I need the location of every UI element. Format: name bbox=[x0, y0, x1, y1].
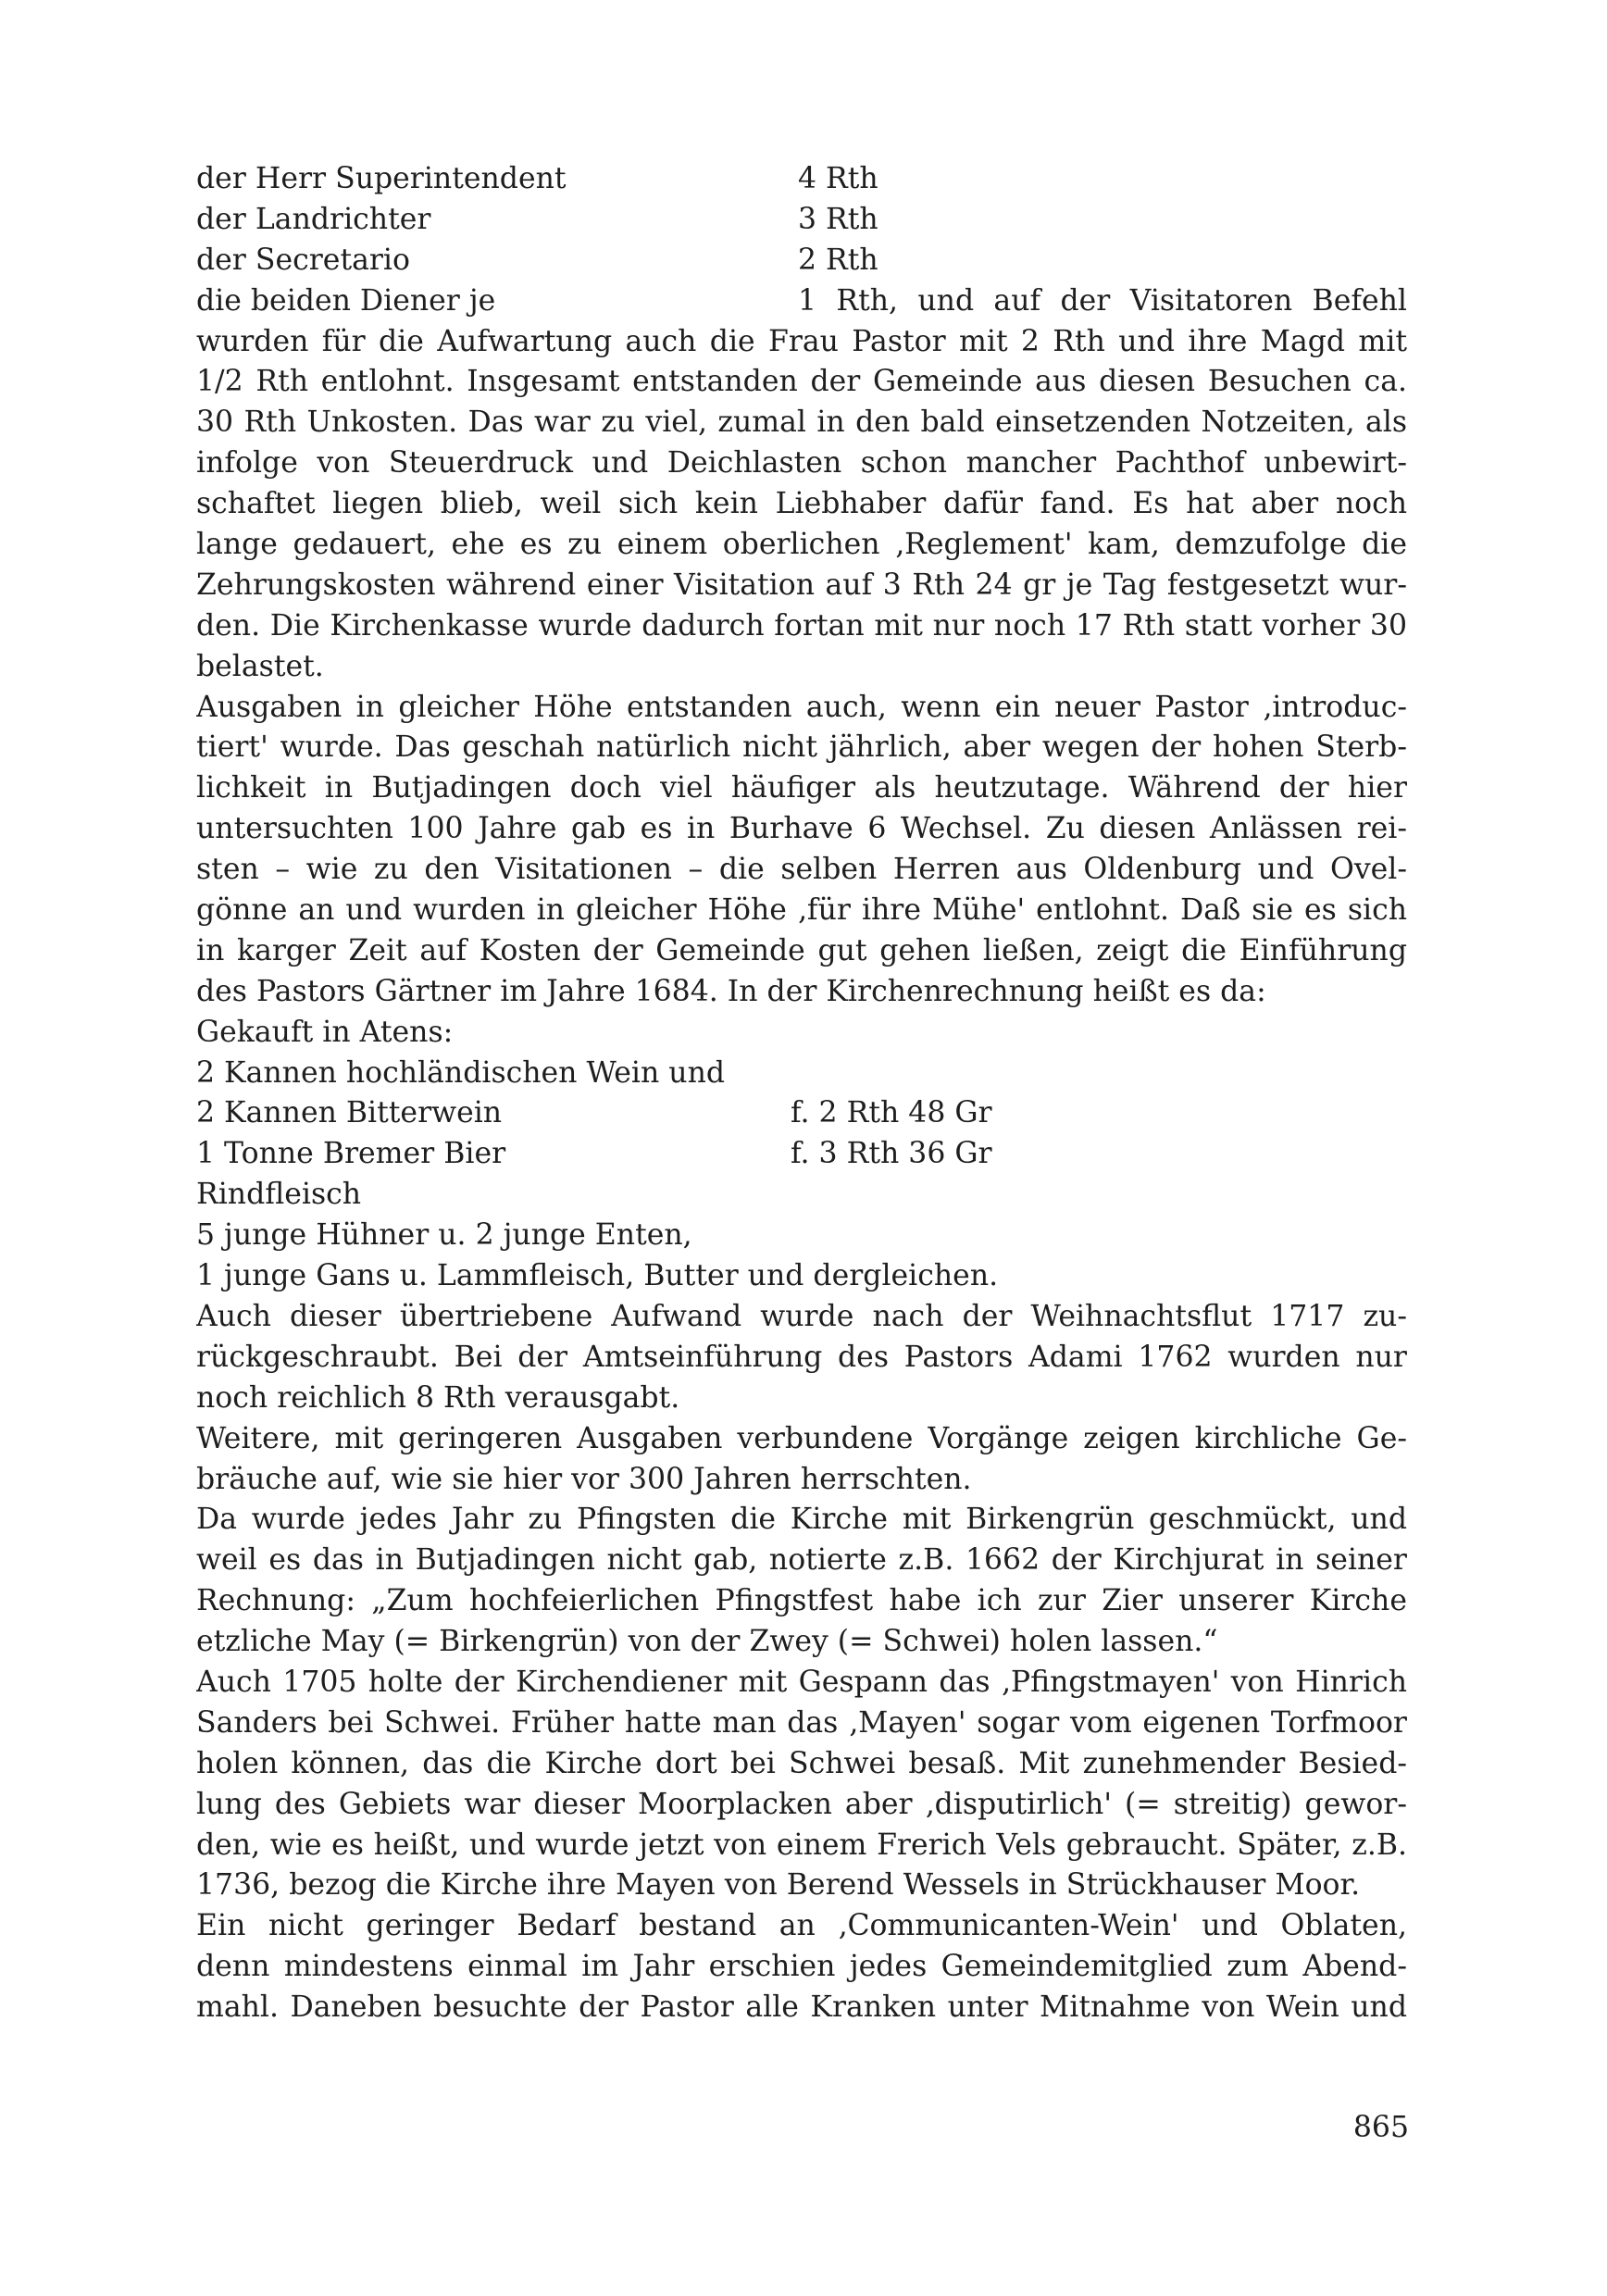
text-line: Auch dieser übertriebene Aufwand wurde nach der Weihnachtsflut 1717 zu- bbox=[196, 1299, 1407, 1333]
purchase-row bbox=[196, 1134, 1407, 1175]
purchase-row bbox=[196, 1054, 1407, 1094]
text-line: Ausgaben in gleicher Höhe entstanden auch, wenn ein neuer Pastor ‚introduc- bbox=[196, 690, 1407, 724]
text-line: denn mindestens einmal im Jahr erschien jedes Gemeindemitglied zum Abend- bbox=[196, 1950, 1407, 1984]
text-line: Da wurde jedes Jahr zu Pfingsten die Kirche mit Birkengrün geschmückt, und bbox=[196, 1503, 1407, 1537]
purchase-heading: Gekauft in Atens: bbox=[196, 1015, 454, 1049]
text-line: tiert' wurde. Das geschah natürlich nicht jährlich, aber wegen der hohen Sterb- bbox=[196, 730, 1407, 765]
cost-row bbox=[196, 200, 1407, 241]
text-line: in karger Zeit auf Kosten der Gemeinde gut gehen ließen, zeigt die Einführung bbox=[196, 933, 1407, 967]
purchase-item: 5 junge Hühner u. 2 junge Enten, bbox=[196, 1218, 692, 1253]
cost-amount: 3 Rth bbox=[798, 202, 878, 236]
text-line: lung des Gebiets war dieser Moorplacken aber ‚disputirlich' (= streitig) gewor- bbox=[196, 1787, 1407, 1821]
text-line: Auch 1705 holte der Kirchendiener mit Gespann das ‚Pfingstmayen' von Hinrich bbox=[196, 1665, 1407, 1699]
text-line: gönne an und wurden in gleicher Höhe ‚für ihre Mühe' entlohnt. Daß sie es sich bbox=[196, 893, 1407, 928]
text-line: den. Die Kirchenkasse wurde dadurch fortan mit nur noch 17 Rth statt vorher 30 bbox=[196, 608, 1407, 643]
text-line: Sanders bei Schwei. Früher hatte man das ‚Mayen' sogar vom eigenen Torfmoor bbox=[196, 1705, 1407, 1740]
text-line: wurden für die Aufwartung auch die Frau Pastor mit 2 Rth und ihre Magd mit bbox=[196, 324, 1407, 358]
purchase-item: 1 Tonne Bremer Bier bbox=[196, 1137, 506, 1171]
purchase-item: 1 junge Gans u. Lammfleisch, Butter und dergleichen. bbox=[196, 1259, 999, 1293]
cost-row bbox=[196, 241, 1407, 281]
cost-label: die beiden Diener je bbox=[196, 283, 496, 318]
text-line: rückgeschraubt. Bei der Amtseinführung des Pastors Adami 1762 wurden nur bbox=[196, 1340, 1407, 1374]
text-line: untersuchten 100 Jahre gab es in Burhave 6 Wechsel. Zu diesen Anlässen rei- bbox=[196, 812, 1407, 846]
text-line: schaftet liegen blieb, weil sich kein Liebhaber dafür fand. Es hat aber noch bbox=[196, 487, 1407, 521]
text-line: Rechnung: „Zum hochfeierlichen Pfingstfest habe ich zur Zier unserer Kirche bbox=[196, 1584, 1407, 1618]
text-line: mahl. Daneben besuchte der Pastor alle Kranken unter Mitnahme von Wein und bbox=[196, 1990, 1407, 2025]
text-line: lange gedauert, ehe es zu einem oberlichen ‚Reglement' kam, demzufolge die bbox=[196, 528, 1407, 562]
purchase-price: f. 3 Rth 36 Gr bbox=[791, 1137, 992, 1171]
cost-label: der Secretario bbox=[196, 243, 410, 277]
body-text bbox=[196, 159, 1407, 2028]
purchase-price: f. 2 Rth 48 Gr bbox=[791, 1096, 992, 1130]
purchase-item: 2 Kannen hochländischen Wein und bbox=[196, 1055, 726, 1090]
text-line: 1/2 Rth entlohnt. Insgesamt entstanden der Gemeinde aus diesen Besuchen ca. bbox=[196, 365, 1407, 399]
text-line: bräuche auf, wie sie hier vor 300 Jahren herrschten. bbox=[196, 1462, 972, 1496]
text-line: noch reichlich 8 Rth verausgabt. bbox=[196, 1380, 680, 1415]
text-line: lichkeit in Butjadingen doch viel häufiger als heutzutage. Während der hier bbox=[196, 771, 1407, 805]
purchase-row bbox=[196, 1175, 1407, 1216]
cost-row bbox=[196, 159, 1407, 200]
cost-label: der Landrichter bbox=[196, 202, 431, 236]
text-line: 1736, bezog die Kirche ihre Mayen von Berend Wessels in Strückhauser Moor. bbox=[196, 1868, 1361, 1903]
text-line: belastet. bbox=[196, 649, 324, 683]
text-line: 30 Rth Unkosten. Das war zu viel, zumal in den bald einsetzenden Notzeiten, als bbox=[196, 406, 1407, 440]
purchase-row bbox=[196, 1093, 1407, 1134]
cost-amount: 2 Rth bbox=[798, 243, 878, 277]
cost-label: der Herr Superintendent bbox=[196, 162, 567, 195]
purchase-item: 2 Kannen Bitterwein bbox=[196, 1096, 503, 1130]
cost-amount: 4 Rth bbox=[798, 162, 878, 195]
text-line: holen können, das die Kirche dort bei Schwei besaß. Mit zunehmender Besied- bbox=[196, 1746, 1407, 1780]
text-line: etzliche May (= Birkengrün) von der Zwey (= Schwei) holen lassen.“ bbox=[196, 1625, 1218, 1659]
text-line: Zehrungskosten während einer Visitation auf 3 Rth 24 gr je Tag festgesetzt wur- bbox=[196, 568, 1407, 602]
text-line: sten – wie zu den Visitationen – die selben Herren aus Oldenburg und Ovel- bbox=[196, 853, 1407, 887]
cost-amount: 1 Rth, und auf der Visitatoren Befehl bbox=[798, 283, 1407, 318]
text-line: Weitere, mit geringeren Ausgaben verbundene Vorgänge zeigen kirchliche Ge- bbox=[196, 1421, 1407, 1455]
text-line: Ein nicht geringer Bedarf bestand an ‚Communicanten-Wein' und Oblaten, bbox=[196, 1909, 1407, 1943]
page-number: 865 bbox=[1352, 2111, 1409, 2144]
text-line: den, wie es heißt, und wurde jetzt von einem Frerich Vels gebraucht. Später, z.B. bbox=[196, 1828, 1407, 1862]
text-line: weil es das in Butjadingen nicht gab, notierte z.B. 1662 der Kirchjurat in seiner bbox=[196, 1543, 1407, 1578]
text-line: des Pastors Gärtner im Jahre 1684. In der Kirchenrechnung heißt es da: bbox=[196, 974, 1266, 1008]
cost-row bbox=[196, 281, 1407, 322]
text-line: infolge von Steuerdruck und Deichlasten schon mancher Pachthof unbewirt- bbox=[196, 446, 1407, 480]
purchase-row bbox=[196, 1216, 1407, 1256]
purchase-row bbox=[196, 1256, 1407, 1297]
purchase-item: Rindfleisch bbox=[196, 1178, 362, 1212]
